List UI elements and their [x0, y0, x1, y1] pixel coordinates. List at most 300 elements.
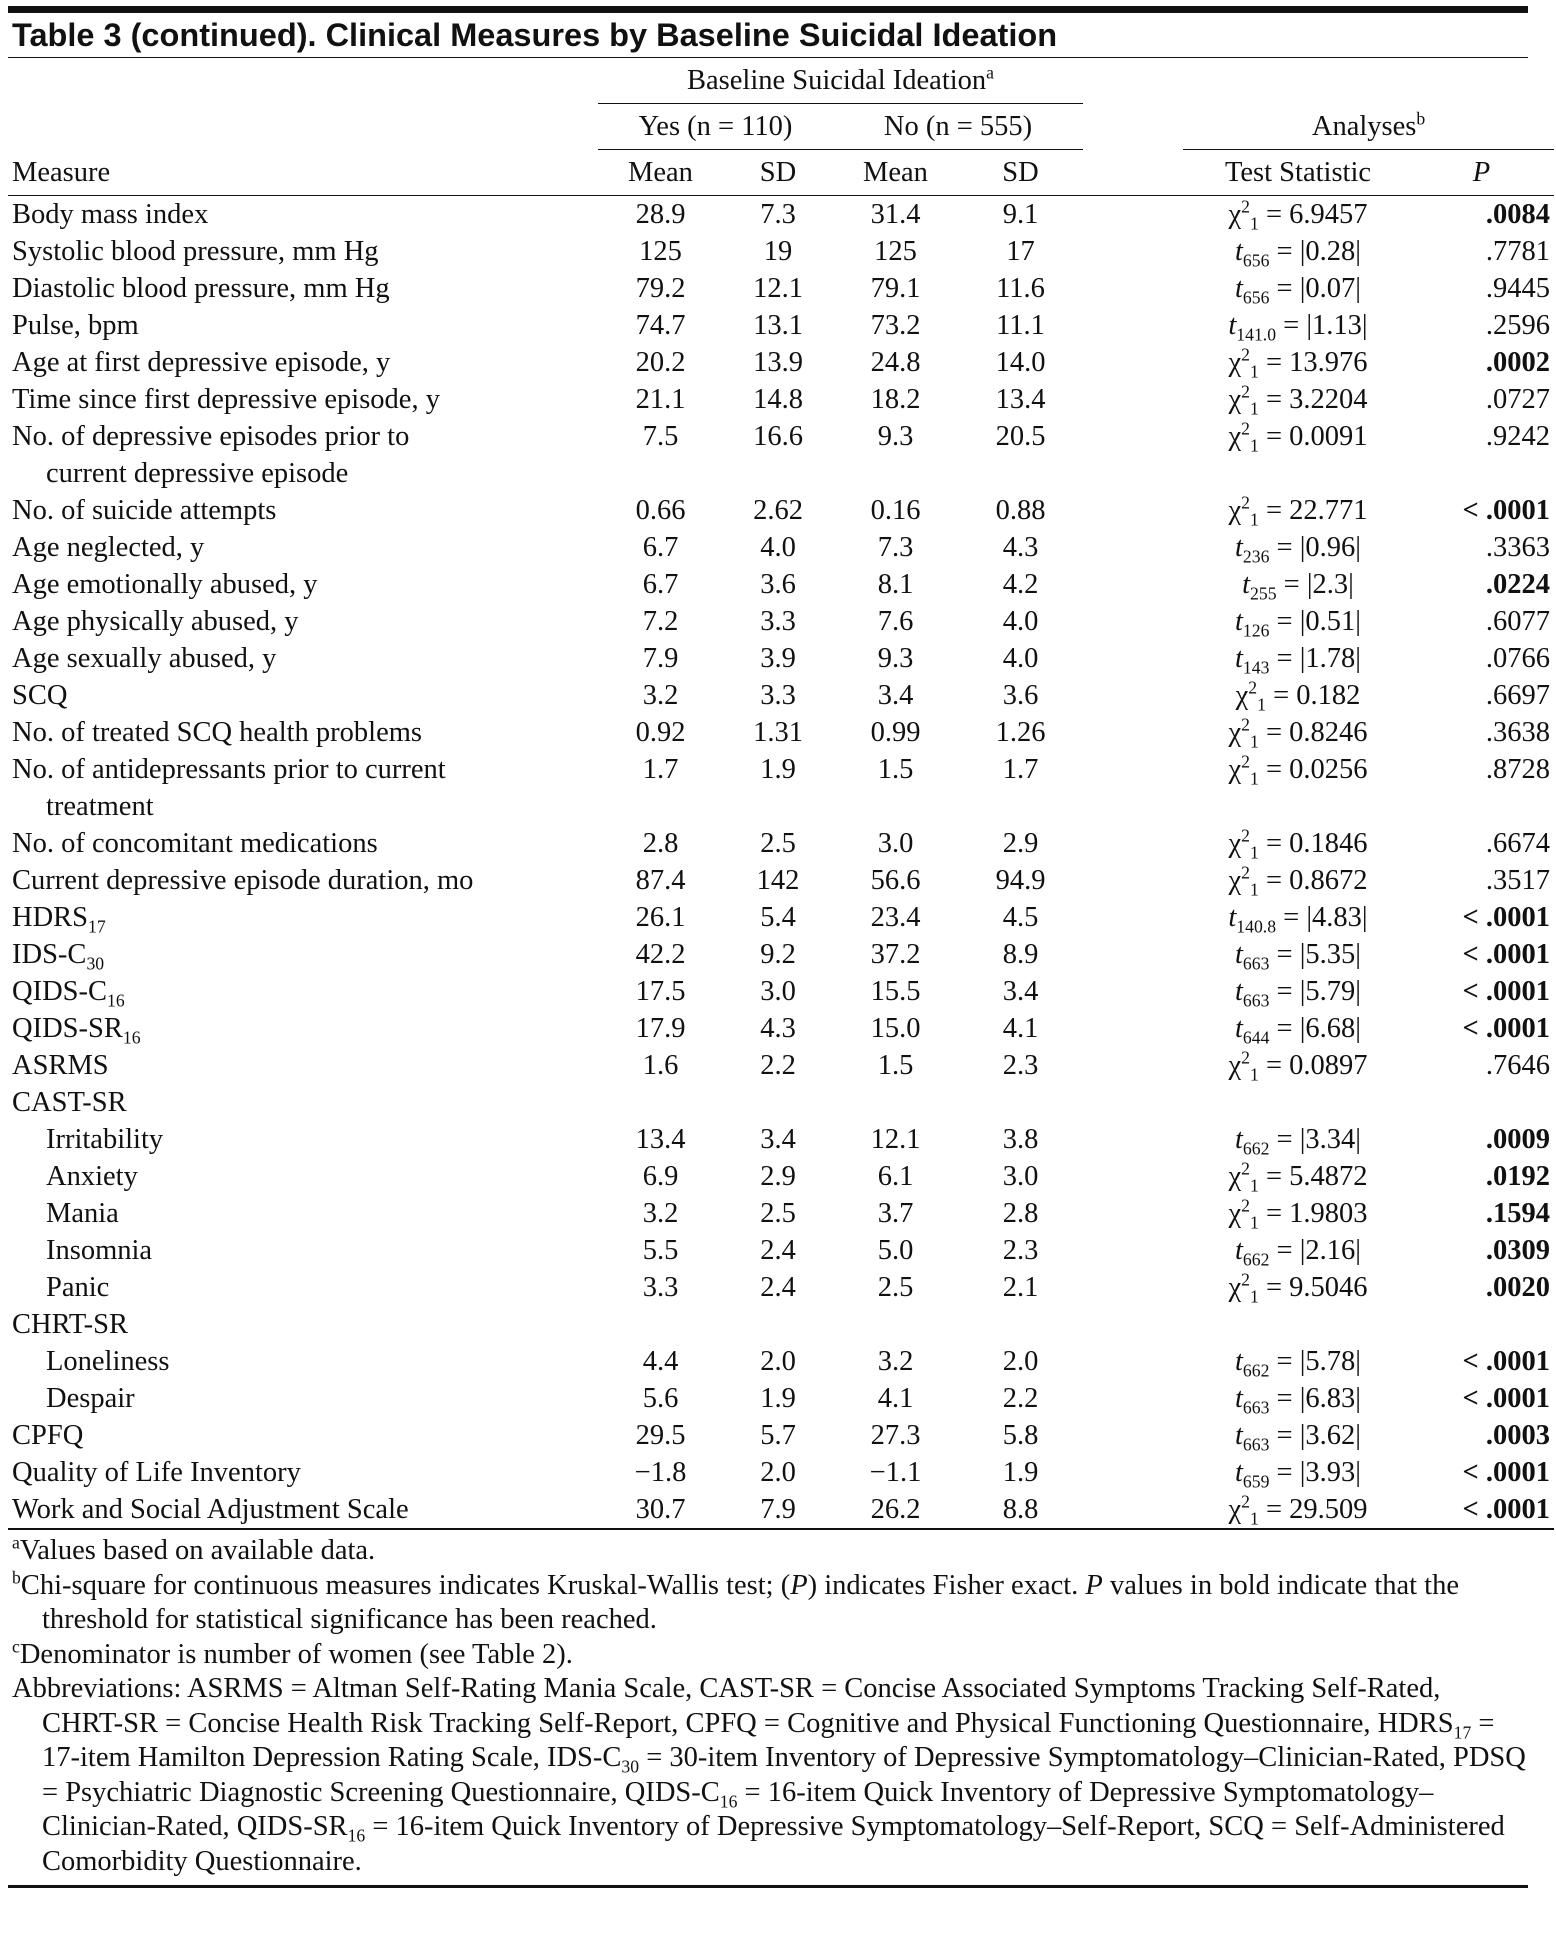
stat-value: = 29.509 [1258, 1494, 1368, 1525]
test-statistic-cell [1183, 418, 1413, 455]
stat-value: = |1.78| [1269, 643, 1362, 674]
p-value-cell: .0009 [1485, 1124, 1551, 1155]
stat-value: = |2.3| [1276, 569, 1354, 600]
stat-value: = |5.35| [1269, 939, 1362, 970]
no-sd-cell: 3.4 [1002, 976, 1039, 1007]
table-row [8, 825, 1554, 862]
measure-label: Anxiety [46, 1161, 138, 1192]
no-sd-cell: 20.5 [995, 421, 1046, 452]
stat-value: = |3.34| [1269, 1124, 1362, 1155]
table-page [8, 0, 1551, 1888]
measure-label: No. of depressive episodes prior to [12, 421, 410, 452]
stat-symbol: χ [1228, 1272, 1242, 1303]
yes-sd-cell: 2.9 [760, 1161, 796, 1192]
measure-label: ASRMS [12, 1050, 109, 1081]
stat-value: = |5.78| [1269, 1346, 1362, 1377]
yes-sd-cell: 14.8 [753, 384, 803, 415]
stat-symbol: χ [1228, 865, 1242, 896]
measure-label: No. of treated SCQ health problems [12, 717, 422, 748]
yes-sd-cell: 3.6 [760, 569, 796, 600]
stat-subscript: 1 [1249, 435, 1259, 456]
stat-symbol: t [1235, 606, 1243, 637]
yes-mean-cell: 29.5 [635, 1420, 686, 1451]
measure-label: No. of antidepressants prior to current [12, 754, 446, 785]
stat-symbol: χ [1228, 495, 1242, 526]
header-no-sd: SD [958, 150, 1083, 196]
p-value-cell: .6697 [1485, 680, 1551, 711]
stat-superscript: 2 [1241, 344, 1250, 365]
yes-sd-cell: 3.9 [760, 643, 796, 674]
table-row [8, 418, 1554, 455]
p-value-cell: .9445 [1485, 273, 1551, 304]
yes-sd-cell: 3.3 [760, 680, 796, 711]
no-sd-cell: 11.1 [996, 310, 1045, 341]
stat-superscript: 2 [1241, 1158, 1250, 1179]
yes-mean-cell: 0.66 [635, 495, 686, 526]
measure-label: Body mass index [12, 199, 209, 230]
p-value-cell: < .0001 [1462, 1346, 1551, 1377]
no-mean-cell: 6.1 [877, 1161, 914, 1192]
yes-sd-cell: 1.9 [760, 1383, 796, 1414]
no-mean-cell: 2.5 [877, 1272, 914, 1303]
measure-label: Mania [46, 1198, 119, 1229]
header-row-group [8, 58, 1554, 104]
measure-label: Work and Social Adjustment Scale [12, 1494, 409, 1525]
stat-symbol: t [1235, 643, 1243, 674]
measure-cell [8, 344, 598, 381]
stat-symbol: t [1235, 1346, 1243, 1377]
stat-subscript: 1 [1249, 731, 1259, 752]
measure-label: QIDS-SR [12, 1013, 123, 1044]
stat-superscript: 2 [1241, 862, 1250, 883]
yes-sd-cell: 2.0 [760, 1457, 796, 1488]
stat-value: = 9.5046 [1258, 1272, 1368, 1303]
yes-sd-cell: 3.4 [760, 1124, 796, 1155]
stat-value: = 5.4872 [1258, 1161, 1368, 1192]
measure-cell [8, 1232, 598, 1269]
no-sd-cell: 4.5 [1002, 902, 1039, 933]
stat-superscript: 2 [1241, 1047, 1250, 1068]
stat-subscript: 662 [1242, 1360, 1270, 1381]
test-statistic-cell [1183, 1158, 1413, 1195]
stat-subscript: 1 [1249, 213, 1259, 234]
no-mean-cell: 0.99 [870, 717, 921, 748]
no-mean-cell: 26.2 [833, 1491, 958, 1529]
p-value-cell: < .0001 [1462, 495, 1551, 526]
measure-cell [8, 714, 598, 751]
yes-mean-cell: −1.8 [634, 1457, 687, 1488]
yes-mean-cell: 74.7 [635, 310, 686, 341]
stat-subscript: 1 [1249, 1175, 1259, 1196]
stat-symbol: t [1235, 1124, 1243, 1155]
measure-label: Diastolic blood pressure, mm Hg [12, 273, 390, 304]
no-sd-cell: 13.4 [995, 384, 1046, 415]
header-no: No (n = 555) [833, 104, 1083, 150]
p-value-cell: .2596 [1485, 310, 1551, 341]
clinical-measures-table [8, 58, 1554, 1530]
test-statistic-cell [1183, 936, 1413, 973]
measure-cell [8, 899, 598, 936]
table-row-continuation [8, 788, 1554, 825]
no-mean-cell: 18.2 [870, 384, 921, 415]
stat-superscript: 2 [1248, 677, 1258, 698]
table-row [8, 1343, 1554, 1380]
table-row [8, 1380, 1554, 1417]
yes-sd-cell: 142 [756, 865, 800, 896]
yes-sd-cell: 2.5 [760, 828, 796, 859]
p-value-cell: .9242 [1485, 421, 1551, 452]
no-mean-cell: 1.5 [877, 754, 914, 785]
footnote-b: $^b$Chi-square for continuous measures indicates Kruskal-Wallis test; (P) indicates Fisher exact. P values in bold indicate that the threshold for statistical significance has been reached. [12, 1567, 1459, 1635]
header-row-columns [8, 150, 1554, 196]
yes-sd-cell: 5.4 [760, 902, 796, 933]
no-mean-cell: 7.3 [877, 532, 914, 563]
stat-value: = |0.28| [1269, 236, 1362, 267]
table-row [8, 973, 1554, 1010]
yes-mean-cell: 6.7 [642, 532, 679, 563]
stat-subscript: 662 [1242, 1138, 1270, 1159]
header-yes: Yes (n = 110) [598, 104, 833, 150]
yes-mean-cell: 125 [639, 236, 682, 267]
no-sd-cell: 1.26 [995, 717, 1046, 748]
measure-label: Despair [46, 1383, 135, 1414]
table-title: Table 3 (continued). Clinical Measures by Baseline Suicidal Ideation [8, 13, 1528, 58]
stat-value: = 6.9457 [1258, 199, 1368, 230]
measure-cell [8, 1380, 598, 1417]
stat-symbol: t [1235, 273, 1243, 304]
table-row [8, 936, 1554, 973]
stat-symbol: χ [1228, 199, 1242, 230]
no-sd-cell: 1.9 [1002, 1457, 1039, 1488]
test-statistic-cell [1183, 1195, 1413, 1232]
stat-subscript: 1 [1249, 842, 1259, 863]
measure-cell [8, 1158, 598, 1195]
stat-value: = |2.16| [1269, 1235, 1362, 1266]
p-value-cell: .3638 [1485, 717, 1551, 748]
table-row [8, 1491, 1554, 1529]
p-value-cell: .0084 [1485, 199, 1551, 230]
test-statistic-cell [1183, 677, 1413, 714]
no-sd-cell: 4.3 [1002, 532, 1039, 563]
yes-mean-cell: 3.2 [642, 680, 679, 711]
p-value-cell: < .0001 [1462, 1457, 1551, 1488]
p-value-cell: .0003 [1485, 1420, 1551, 1451]
no-sd-cell: 0.88 [995, 495, 1046, 526]
no-sd-cell: 5.8 [1002, 1420, 1039, 1451]
no-mean-cell: 0.16 [870, 495, 921, 526]
stat-value: = |0.51| [1269, 606, 1362, 637]
measure-cell [8, 1454, 598, 1491]
table-row [8, 233, 1554, 270]
stat-symbol: χ [1228, 1050, 1242, 1081]
test-statistic-cell [1183, 492, 1413, 529]
measure-cell [8, 825, 598, 862]
p-value-cell: .0002 [1485, 347, 1551, 378]
test-statistic-cell [1183, 1010, 1413, 1047]
no-mean-cell: 3.4 [877, 680, 914, 711]
table-row [8, 751, 1554, 788]
p-value-cell: .0766 [1485, 643, 1551, 674]
p-value-cell: .0192 [1485, 1161, 1551, 1192]
footnote-c: $^c$Denominator is number of women (see Table 2). [12, 1636, 573, 1670]
yes-mean-cell: 7.2 [642, 606, 679, 637]
table-row-continuation [8, 455, 1554, 492]
p-value-cell: < .0001 [1462, 939, 1551, 970]
yes-sd-cell: 3.0 [760, 976, 796, 1007]
p-value-cell: .7646 [1485, 1050, 1551, 1081]
measure-cell [8, 492, 598, 529]
stat-superscript: 2 [1241, 418, 1250, 439]
p-value-cell: .0224 [1485, 569, 1551, 600]
stat-superscript: 2 [1241, 751, 1250, 772]
measure-label: Panic [46, 1272, 110, 1303]
measure-cell [8, 1491, 598, 1529]
p-value-cell: .1594 [1485, 1198, 1551, 1229]
measure-cell [8, 1417, 598, 1454]
table-row [8, 603, 1554, 640]
measure-subscript: 17 [88, 916, 106, 937]
yes-sd-cell: 12.1 [753, 273, 803, 304]
measure-label: QIDS-C [12, 976, 108, 1007]
stat-value: = |6.83| [1269, 1383, 1362, 1414]
measure-label: Systolic blood pressure, mm Hg [12, 236, 379, 267]
test-statistic-cell [1183, 714, 1413, 751]
header-yes-mean: Mean [598, 150, 723, 196]
footnote-a: $^a$Values based on available data. [12, 1532, 376, 1566]
stat-symbol: t [1235, 532, 1243, 563]
stat-value: = 0.8672 [1258, 865, 1368, 896]
footnote-abbreviations: Abbreviations: ASRMS = Altman Self-Rating Mania Scale, CAST-SR = Concise Associated Symptoms Tracking Self-Rated, CHRT-SR = Concise Health Risk Tracking Self-Report, CPFQ = Cognitive and Physical Functioning Questionnaire, $HDRS_{17}$ = 17-item Hamilton Depression Rating Scale, IDS-$C_{30}$ = 30-item Inventory of Depressive Symptomatology–Clinician-Rated, PDSQ = Psychiatric Diagnostic Screening Questionnaire, QIDS-$C_{16}$ = 16-item Quick Inventory of Depressive Symptomatology–Clinician-Rated, QIDS-$SR_{16}$ = 16-item Quick Inventory of Depressive Symptomatology–Self-Report, SCQ = Self-Administered Comorbidity Questionnaire. [12, 1673, 1526, 1877]
test-statistic-cell [1183, 196, 1413, 234]
yes-mean-cell: 3.3 [642, 1272, 679, 1303]
measure-label: Time since first depressive episode, y [12, 384, 440, 415]
no-mean-cell: 24.8 [870, 347, 921, 378]
yes-sd-cell: 2.2 [760, 1050, 796, 1081]
stat-superscript: 2 [1241, 492, 1250, 513]
stat-subscript: 663 [1242, 1434, 1270, 1455]
measure-cell [8, 1343, 598, 1380]
test-statistic-cell [1183, 1380, 1413, 1417]
yes-sd-cell: 19 [763, 236, 793, 267]
p-value-cell: < .0001 [1462, 1383, 1551, 1414]
no-sd-cell: 2.3 [1002, 1235, 1039, 1266]
table-footnotes [8, 1534, 1528, 1879]
top-rule [8, 6, 1528, 13]
yes-mean-cell: 0.92 [635, 717, 686, 748]
table-row [8, 566, 1554, 603]
table-row [8, 1158, 1554, 1195]
table-row [8, 381, 1554, 418]
stat-value: = |0.07| [1269, 273, 1362, 304]
yes-mean-cell: 28.9 [635, 199, 686, 230]
stat-subscript: 126 [1242, 620, 1270, 641]
stat-symbol: χ [1228, 384, 1242, 415]
stat-symbol: t [1235, 236, 1243, 267]
no-sd-cell: 2.3 [1002, 1050, 1039, 1081]
stat-superscript: 2 [1241, 1269, 1250, 1290]
test-statistic-cell [1183, 1454, 1413, 1491]
stat-symbol: t [1235, 1420, 1243, 1451]
no-mean-cell: 8.1 [877, 569, 914, 600]
test-statistic-cell [1183, 307, 1413, 344]
measure-label: No. of suicide attempts [12, 495, 277, 526]
no-mean-cell: 15.5 [870, 976, 921, 1007]
no-mean-cell: 9.3 [877, 643, 914, 674]
measure-cell [8, 936, 598, 973]
measure-cell [8, 418, 598, 455]
yes-sd-cell: 2.4 [760, 1235, 796, 1266]
measure-cell [8, 1195, 598, 1232]
stat-symbol: t [1235, 1235, 1243, 1266]
p-value-cell: .3363 [1485, 532, 1551, 563]
stat-symbol: χ [1228, 1198, 1242, 1229]
stat-subscript: 663 [1242, 953, 1270, 974]
test-statistic-cell [1183, 270, 1413, 307]
measure-cell [8, 1047, 598, 1084]
no-sd-cell: 3.8 [1002, 1124, 1039, 1155]
stat-value: = |6.68| [1269, 1013, 1362, 1044]
yes-mean-cell: 5.6 [642, 1383, 679, 1414]
stat-subscript: 255 [1250, 583, 1277, 604]
yes-mean-cell: 3.2 [642, 1198, 679, 1229]
no-sd-cell: 1.7 [1002, 754, 1039, 785]
stat-value: = |1.13| [1276, 310, 1368, 341]
stat-value: = |4.83| [1276, 902, 1368, 933]
measure-cell [8, 1269, 598, 1306]
no-mean-cell: 4.1 [877, 1383, 914, 1414]
p-value-cell: < .0001 [1462, 976, 1551, 1007]
stat-symbol: t [1235, 976, 1243, 1007]
test-statistic-cell [1183, 973, 1413, 1010]
no-sd-cell: 4.2 [1002, 569, 1039, 600]
stat-value: = 0.8246 [1258, 717, 1368, 748]
p-value-cell: .8728 [1485, 754, 1551, 785]
stat-symbol: t [1235, 939, 1243, 970]
p-value-cell: .3517 [1485, 865, 1551, 896]
header-analyses: Analyses$^b$ [1183, 104, 1554, 150]
stat-subscript: 236 [1242, 546, 1270, 567]
measure-cell [8, 751, 598, 788]
stat-subscript: 143 [1242, 657, 1270, 678]
stat-subscript: 1 [1249, 398, 1259, 419]
stat-symbol: χ [1228, 828, 1242, 859]
stat-value: = |0.96| [1269, 532, 1362, 563]
yes-mean-cell: 42.2 [635, 939, 686, 970]
measure-cell [8, 603, 598, 640]
yes-sd-cell: 16.6 [753, 421, 803, 452]
test-statistic-cell [1183, 233, 1413, 270]
no-mean-cell: 73.2 [870, 310, 921, 341]
header-row-subgroups [8, 104, 1554, 150]
test-statistic-cell [1183, 1232, 1413, 1269]
yes-sd-cell: 2.0 [760, 1346, 796, 1377]
yes-sd-cell: 2.62 [753, 495, 803, 526]
stat-value: = 22.771 [1258, 495, 1368, 526]
no-sd-cell: 8.9 [1002, 939, 1039, 970]
yes-sd-cell: 13.1 [753, 310, 803, 341]
measure-label: CAST-SR [12, 1087, 127, 1118]
measure-label: Loneliness [46, 1346, 170, 1377]
measure-label: SCQ [12, 680, 68, 711]
table-row [8, 492, 1554, 529]
stat-symbol: t [1235, 1013, 1243, 1044]
yes-sd-cell: 1.9 [760, 754, 796, 785]
no-sd-cell: 3.6 [1002, 680, 1039, 711]
header-no-mean: Mean [833, 150, 958, 196]
stat-subscript: 659 [1242, 1471, 1270, 1492]
stat-superscript: 2 [1241, 714, 1250, 735]
no-sd-cell: 2.2 [1002, 1383, 1039, 1414]
stat-value: = 0.182 [1265, 680, 1361, 711]
measure-label: Age at first depressive episode, y [12, 347, 391, 378]
no-mean-cell: 9.3 [877, 421, 914, 452]
stat-subscript: 1 [1249, 361, 1259, 382]
measure-label: CHRT-SR [12, 1309, 129, 1340]
header-yes-sd: SD [723, 150, 833, 196]
yes-sd-cell: 2.5 [760, 1198, 796, 1229]
test-statistic-cell [1183, 1491, 1413, 1529]
stat-symbol: t [1235, 1457, 1243, 1488]
measure-cell [8, 566, 598, 603]
table-row [8, 1306, 1554, 1343]
table-row [8, 307, 1554, 344]
stat-subscript: 1 [1249, 1508, 1259, 1529]
yes-mean-cell: 17.9 [635, 1013, 686, 1044]
yes-mean-cell: 26.1 [635, 902, 686, 933]
p-value-cell: .6674 [1485, 828, 1551, 859]
yes-mean-cell: 2.8 [642, 828, 679, 859]
no-mean-cell: 1.5 [877, 1050, 914, 1081]
test-statistic-cell [1183, 566, 1413, 603]
p-value-cell: .0727 [1485, 384, 1551, 415]
no-sd-cell: 4.0 [1002, 606, 1039, 637]
stat-subscript: 1 [1257, 694, 1266, 715]
yes-sd-cell: 7.3 [760, 199, 796, 230]
yes-mean-cell: 21.1 [635, 384, 686, 415]
p-value-cell: .0309 [1485, 1235, 1551, 1266]
stat-value: = |5.79| [1269, 976, 1362, 1007]
table-row [8, 344, 1554, 381]
stat-subscript: 656 [1242, 287, 1270, 308]
measure-cell [8, 1306, 598, 1343]
test-statistic-cell [1183, 825, 1413, 862]
measure-label: CPFQ [12, 1420, 84, 1451]
measure-subscript: 16 [107, 990, 125, 1011]
header-group: Baseline Suicidal Ideation$^a$ [598, 58, 1083, 104]
yes-sd-cell: 3.3 [760, 606, 796, 637]
no-mean-cell: 5.0 [877, 1235, 914, 1266]
yes-mean-cell: 17.5 [635, 976, 686, 1007]
yes-mean-cell: 87.4 [635, 865, 686, 896]
no-mean-cell: 12.1 [870, 1124, 921, 1155]
stat-value: = 1.9803 [1258, 1198, 1368, 1229]
measure-subscript: 16 [122, 1027, 141, 1048]
stat-symbol: t [1228, 310, 1237, 341]
header-test-statistic: Test Statistic [1183, 150, 1413, 196]
table-row [8, 640, 1554, 677]
stat-subscript: 644 [1242, 1027, 1270, 1048]
stat-subscript: 663 [1242, 1397, 1270, 1418]
test-statistic-cell [1183, 1417, 1413, 1454]
measure-cell [8, 1010, 598, 1047]
stat-symbol: t [1228, 902, 1237, 933]
yes-sd-cell: 5.7 [760, 1420, 796, 1451]
no-mean-cell: 7.6 [877, 606, 914, 637]
measure-label: Age physically abused, y [12, 606, 299, 637]
stat-value: = 13.976 [1258, 347, 1368, 378]
stat-superscript: 2 [1241, 381, 1250, 402]
measure-label: Insomnia [46, 1235, 153, 1266]
